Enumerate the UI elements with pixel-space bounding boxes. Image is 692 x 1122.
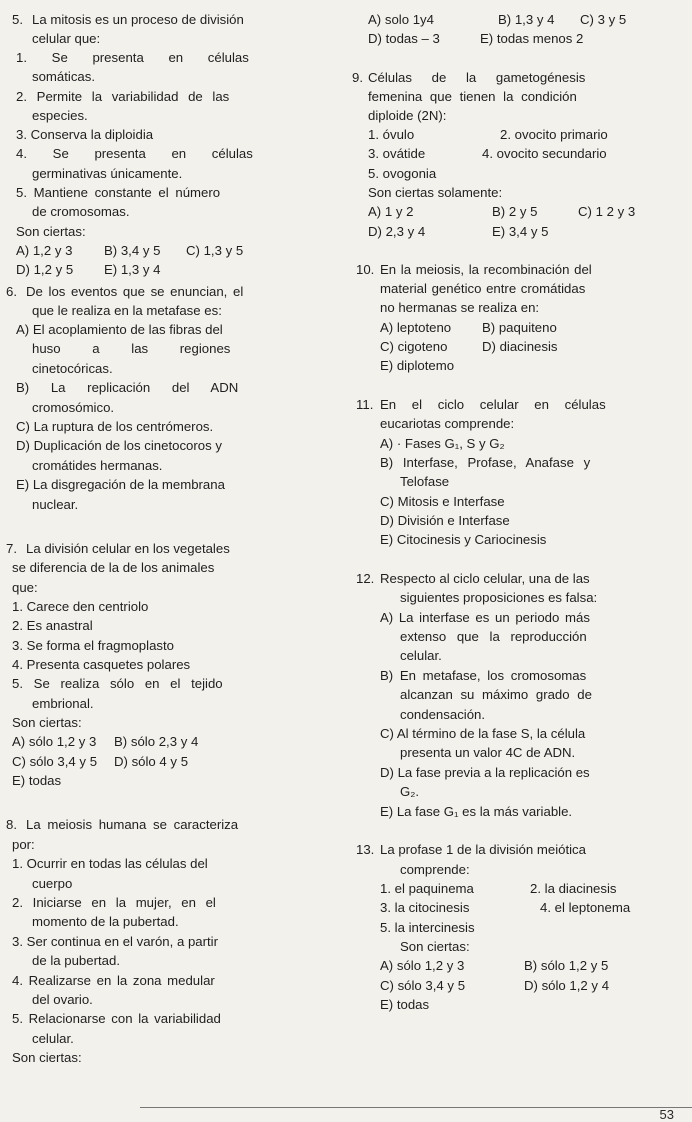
q7-number: 7. [6,541,17,556]
q10-option-b[interactable]: B) paquiteno [482,320,557,335]
q12-stem-line1: Respecto al ciclo celular, una de las [380,571,590,586]
q6-stem-line1: De los eventos que se enuncian, el [26,284,244,299]
q13-stem-line2: comprende: [400,862,470,877]
q10-option-e[interactable]: E) diplotemo [380,358,455,373]
q11-option-d[interactable]: D) División e Interfase [380,513,510,528]
q10-option-d[interactable]: D) diacinesis [482,339,558,354]
q11-option-e[interactable]: E) Citocinesis y Cariocinesis [380,532,547,547]
q8-item-3: 3. Ser continua en el varón, a partir [12,934,218,949]
q5-option-b[interactable]: B) 3,4 y 5 [104,243,161,258]
q13-option-b[interactable]: B) sólo 1,2 y 5 [524,958,609,973]
q7-item-3: 3. Se forma el fragmoplasto [12,638,174,653]
q6-option-a-line1[interactable]: A) El acoplamiento de las fibras del [16,322,223,337]
q12-option-e[interactable]: E) La fase G₁ es la más variable. [380,804,573,819]
q9-option-a[interactable]: A) 1 y 2 [368,204,414,219]
q7-stem-line3: que: [12,580,38,595]
q7-option-e[interactable]: E) todas [12,773,62,788]
q12-option-c-line2: presenta un valor 4C de ADN. [400,745,576,760]
q5-stem-line2: celular que: [32,31,101,46]
q7-item-4: 4. Presenta casquetes polares [12,657,191,672]
q9-son-ciertas: Son ciertas solamente: [368,185,503,200]
q5-option-top-a[interactable]: A) solo 1y4 [368,12,434,27]
q7-option-b[interactable]: B) sólo 2,3 y 4 [114,734,199,749]
q9-number: 9. [352,70,363,85]
q5-option-c[interactable]: C) 1,3 y 5 [186,243,244,258]
q7-option-a[interactable]: A) sólo 1,2 y 3 [12,734,97,749]
q5-option-top-c[interactable]: C) 3 y 5 [580,12,627,27]
q9-item-5: 5. ovogonia [368,166,437,181]
q7-item-5-cont: embrional. [32,696,94,711]
q5-item-1: 1. Se presenta en células [16,50,249,65]
q13-option-a[interactable]: A) sólo 1,2 y 3 [380,958,465,973]
q12-option-d-line1[interactable]: D) La fase previa a la replicación es [380,765,590,780]
q12-option-b-line2: alcanzan su máximo grado de [400,687,592,702]
q6-option-e-line2: nuclear. [32,497,79,512]
q9-item-3: 3. ovátide [368,146,426,161]
footer-rule [140,1107,692,1108]
q5-number: 5. [12,12,23,27]
q11-option-b-line1[interactable]: B) Interfase, Profase, Anafase y [380,455,591,470]
q5-option-a[interactable]: A) 1,2 y 3 [16,243,73,258]
q11-stem-line2: eucariotas comprende: [380,416,515,431]
q5-item-2-cont: especies. [32,108,88,123]
q8-stem-line1: La meiosis humana se caracteriza [26,817,239,832]
q7-stem-line1: La división celular en los vegetales [26,541,230,556]
q8-item-4: 4. Realizarse en la zona medular [12,973,215,988]
q9-option-d[interactable]: D) 2,3 y 4 [368,224,426,239]
q5-item-1-cont: somáticas. [32,69,96,84]
q8-item-1: 1. Ocurrir en todas las células del [12,856,208,871]
q10-option-c[interactable]: C) cigoteno [380,339,448,354]
q5-item-4-cont: germinativas únicamente. [32,166,183,181]
q6-option-b-line1[interactable]: B) La replicación del ADN [16,380,239,395]
q6-option-a-line2: huso a las regiones [32,341,231,356]
q6-stem-line2: que le realiza en la metafase es: [32,303,222,318]
q10-number: 10. [356,262,375,277]
page-number: 53 [659,1107,674,1122]
q10-stem-line3: no hermanas se realiza en: [380,300,540,315]
q13-number: 13. [356,842,375,857]
q8-stem-line2: por: [12,837,35,852]
q5-option-e[interactable]: E) 1,3 y 4 [104,262,161,277]
q11-number: 11. [356,397,374,412]
q11-option-c[interactable]: C) Mitosis e Interfase [380,494,505,509]
q6-option-e-line1[interactable]: E) La disgregación de la membrana [16,477,225,492]
q7-item-5: 5. Se realiza sólo en el tejido [12,676,223,691]
q13-stem-line1: La profase 1 de la división meiótica [380,842,586,857]
q12-option-a-line3: celular. [400,648,442,663]
q5-option-top-b[interactable]: B) 1,3 y 4 [498,12,555,27]
q12-option-a-line1[interactable]: A) La interfase es un periodo más [380,610,590,625]
q12-option-b-line3: condensación. [400,707,486,722]
q9-stem-line3: diploide (2N): [368,108,447,123]
q13-option-c[interactable]: C) sólo 3,4 y 5 [380,978,466,993]
q8-item-1-cont: cuerpo [32,876,73,891]
q8-number: 8. [6,817,17,832]
q6-number: 6. [6,284,17,299]
q6-option-d-line2: cromátides hermanas. [32,458,163,473]
q5-item-2: 2. Permite la variabilidad de las [16,89,230,104]
q9-option-b[interactable]: B) 2 y 5 [492,204,538,219]
q9-stem-line1: Células de la gametogénesis [368,70,586,85]
q13-item-5: 5. la intercinesis [380,920,475,935]
q11-stem-line1: En el ciclo celular en células [380,397,606,412]
q8-item-2: 2. Iniciarse en la mujer, en el [12,895,216,910]
q6-option-d-line1[interactable]: D) Duplicación de los cinetocoros y [16,438,222,453]
q7-son-ciertas: Son ciertas: [12,715,82,730]
q13-option-e[interactable]: E) todas [380,997,430,1012]
q8-item-3-cont: de la pubertad. [32,953,120,968]
q13-item-3: 3. la citocinesis [380,900,470,915]
q7-item-1: 1. Carece den centriolo [12,599,149,614]
q13-son-ciertas: Son ciertas: [400,939,470,954]
q5-son-ciertas: Son ciertas: [16,224,86,239]
q12-option-b-line1[interactable]: B) En metafase, los cromosomas [380,668,587,683]
q5-item-5: 5. Mantiene constante el número [16,185,221,200]
q7-stem-line2: se diferencia de la de los animales [12,560,215,575]
q5-item-3: 3. Conserva la diploidia [16,127,154,142]
q7-item-2: 2. Es anastral [12,618,93,633]
q8-item-5: 5. Relacionarse con la variabilidad [12,1011,221,1026]
q13-option-d[interactable]: D) sólo 1,2 y 4 [524,978,610,993]
q7-option-c[interactable]: C) sólo 3,4 y 5 [12,754,98,769]
q8-item-5-cont: celular. [32,1031,74,1046]
q8-son-ciertas: Son ciertas: [12,1050,82,1065]
q12-option-c-line1[interactable]: C) Al término de la fase S, la célula [380,726,586,741]
q9-stem-line2: femenina que tienen la condición [368,89,577,104]
q5-stem-line1: La mitosis es un proceso de división [32,12,244,27]
q9-item-4: 4. ovocito secundario [482,146,607,161]
q12-option-a-line2: extenso que la reproducción [400,629,587,644]
q11-option-a[interactable]: A) · Fases G₁, S y G₂ [380,436,505,451]
q9-item-1: 1. óvulo [368,127,415,142]
q13-item-4: 4. el leptonema [540,900,631,915]
q8-item-2-cont: momento de la pubertad. [32,914,179,929]
q8-item-4-cont: del ovario. [32,992,93,1007]
q13-item-2: 2. la diacinesis [530,881,617,896]
q12-stem-line2: siguientes proposiciones es falsa: [400,590,598,605]
q5-item-5-cont: de cromosomas. [32,204,130,219]
q6-option-a-line3: cinetocóricas. [32,361,113,376]
q10-option-a[interactable]: A) leptoteno [380,320,452,335]
q12-number: 12. [356,571,375,586]
q5-option-top-d[interactable]: D) todas – 3 [368,31,440,46]
q5-option-top-e[interactable]: E) todas menos 2 [480,31,584,46]
q7-option-d[interactable]: D) sólo 4 y 5 [114,754,189,769]
q9-option-e[interactable]: E) 3,4 y 5 [492,224,549,239]
q5-option-d[interactable]: D) 1,2 y 5 [16,262,74,277]
q11-option-b-line2: Telofase [400,474,450,489]
q9-option-c[interactable]: C) 1 2 y 3 [578,204,636,219]
q6-option-c[interactable]: C) La ruptura de los centrómeros. [16,419,214,434]
q6-option-b-line2: cromosómico. [32,400,115,415]
q13-item-1: 1. el paquinema [380,881,474,896]
q10-stem-line2: material genético entre cromátidas [380,281,586,296]
q9-item-2: 2. ovocito primario [500,127,608,142]
q12-option-d-line2: G₂. [400,784,420,799]
q10-stem-line1: En la meiosis, la recombinación del [380,262,592,277]
q5-item-4: 4. Se presenta en células [16,146,253,161]
